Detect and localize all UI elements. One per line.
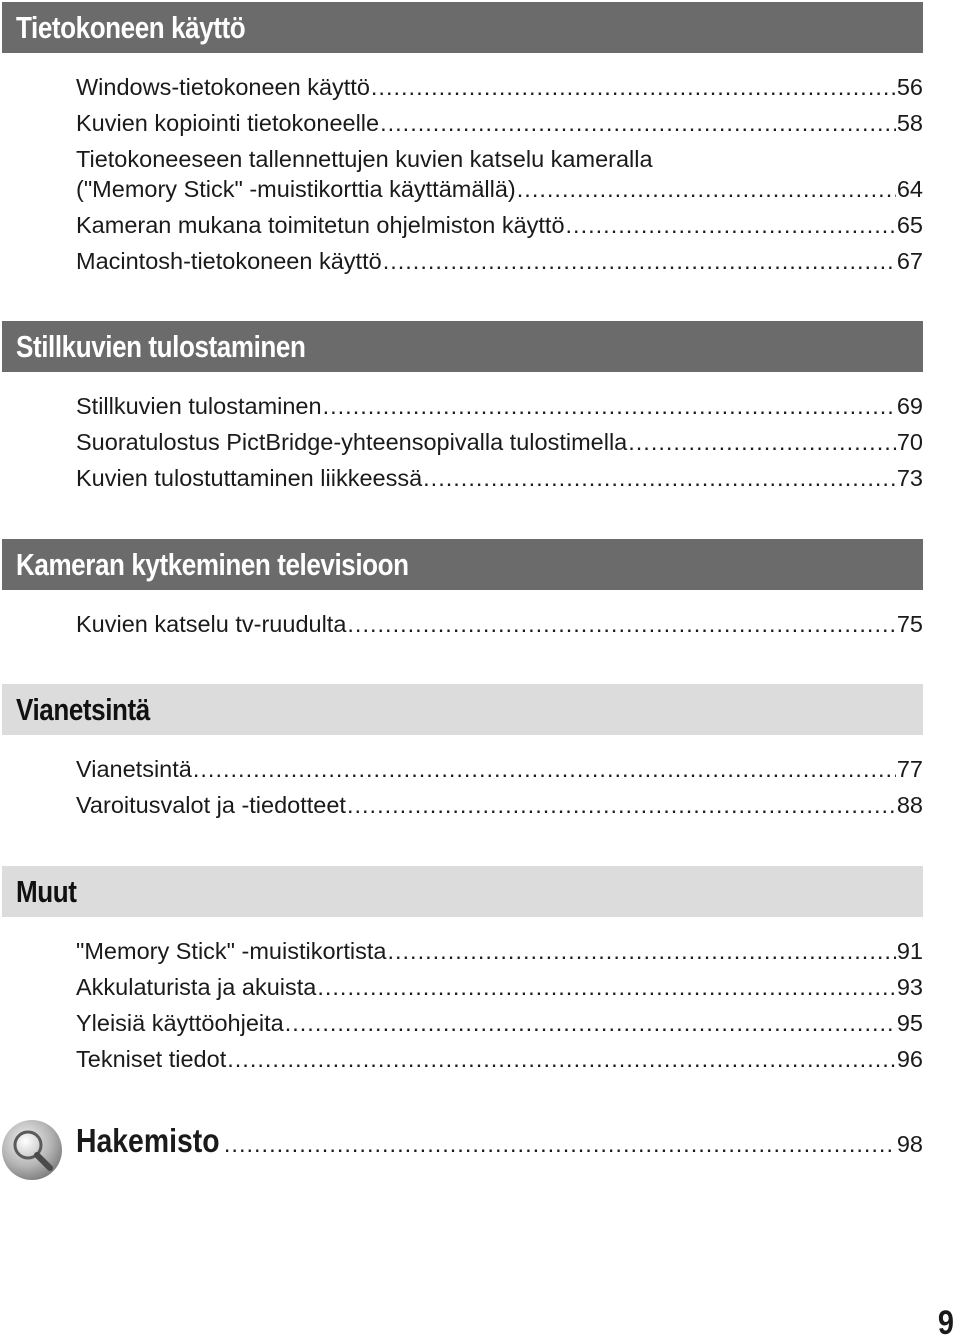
leader-dots xyxy=(383,244,896,278)
index-title: Hakemisto xyxy=(76,1122,220,1159)
toc-entry-page: 65 xyxy=(896,212,923,238)
index-entry[interactable] xyxy=(76,1122,923,1168)
toc-entry-title: Windows-tietokoneen käyttö xyxy=(76,74,370,100)
toc-entry-page: 64 xyxy=(896,176,923,202)
toc-entry-page: 69 xyxy=(896,393,923,419)
leader-dots xyxy=(517,172,896,206)
leader-dots xyxy=(628,425,896,459)
section-title: Kameran kytkeminen televisioon xyxy=(16,546,409,582)
toc-entry[interactable] xyxy=(76,607,923,641)
section-title: Stillkuvien tulostaminen xyxy=(16,328,306,364)
toc-entry-page: 75 xyxy=(896,611,923,637)
toc-entry-title: Suoratulostus PictBridge-yhteensopivalla tulostimella xyxy=(76,429,628,455)
leader-dots xyxy=(317,970,896,1004)
toc-entry[interactable] xyxy=(76,970,923,1004)
section-header-muut xyxy=(2,866,923,917)
leader-dots xyxy=(566,208,896,242)
toc-entry[interactable] xyxy=(76,425,923,459)
toc-entry-page: 56 xyxy=(896,74,923,100)
section-title: Vianetsintä xyxy=(16,691,150,727)
toc-entry-title: Tekniset tiedot xyxy=(76,1046,227,1072)
page-number: 9 xyxy=(937,1304,954,1342)
toc-entry-title: Kuvien tulostuttaminen liikkeessä xyxy=(76,465,423,491)
toc-entry[interactable] xyxy=(76,208,923,242)
toc-entry[interactable] xyxy=(76,752,923,786)
toc-entry[interactable] xyxy=(76,788,923,822)
toc-entry[interactable] xyxy=(76,106,923,140)
toc-entry-page: 58 xyxy=(896,110,923,136)
toc-entry-page: 67 xyxy=(896,248,923,274)
toc-entry-title: Vianetsintä xyxy=(76,756,192,782)
toc-entry-title: Varoitusvalot ja -tiedotteet xyxy=(76,792,346,818)
toc-entry-title: Kuvien katselu tv-ruudulta xyxy=(76,611,347,637)
toc-entry[interactable] xyxy=(76,70,923,104)
toc-entry-title: Stillkuvien tulostaminen xyxy=(76,393,322,419)
toc-entry-page: 88 xyxy=(896,792,923,818)
leader-dots xyxy=(227,1042,896,1076)
toc-entry-page: 73 xyxy=(896,465,923,491)
leader-dots xyxy=(224,1131,896,1158)
leader-dots xyxy=(193,752,896,786)
toc-entry-title: ("Memory Stick" -muistikorttia käyttämällä) xyxy=(76,176,516,202)
leader-dots xyxy=(380,106,896,140)
magnifier-icon xyxy=(0,1118,64,1182)
toc-entry-title: Akkulaturista ja akuista xyxy=(76,974,317,1000)
toc-entry[interactable] xyxy=(76,461,923,495)
leader-dots xyxy=(285,1006,896,1040)
leader-dots xyxy=(323,389,896,423)
toc-entry[interactable] xyxy=(76,172,923,206)
toc-entry-title: "Memory Stick" -muistikortista xyxy=(76,938,387,964)
toc-entry-page: 91 xyxy=(896,938,923,964)
toc-entry[interactable] xyxy=(76,1042,923,1076)
section-header-tietokoneen-kaytto xyxy=(2,2,923,53)
toc-entry-title: Yleisiä käyttöohjeita xyxy=(76,1010,284,1036)
toc-entry-page: 95 xyxy=(896,1010,923,1036)
toc-entry-page: 93 xyxy=(896,974,923,1000)
section-header-stillkuvien-tulostaminen xyxy=(2,321,923,372)
leader-dots xyxy=(371,70,896,104)
section-header-kameran-kytkeminen xyxy=(2,539,923,590)
toc-entry[interactable] xyxy=(76,244,923,278)
section-header-vianetsinta xyxy=(2,684,923,735)
toc-entry-first-line[interactable]: Tietokoneeseen tallennettujen kuvien katselu kameralla xyxy=(76,146,653,172)
toc-entry[interactable] xyxy=(76,389,923,423)
leader-dots xyxy=(347,607,895,641)
toc-entry-title: Kameran mukana toimitetun ohjelmiston käyttö xyxy=(76,212,565,238)
section-title: Tietokoneen käyttö xyxy=(16,9,246,45)
toc-entry-title: Macintosh-tietokoneen käyttö xyxy=(76,248,382,274)
toc-entry-page: 70 xyxy=(896,429,923,455)
section-title: Muut xyxy=(16,873,77,909)
leader-dots xyxy=(347,788,896,822)
toc-entry[interactable] xyxy=(76,934,923,968)
toc-entry-page: 96 xyxy=(896,1046,923,1072)
toc-entry-title: Kuvien kopiointi tietokoneelle xyxy=(76,110,380,136)
leader-dots xyxy=(423,461,896,495)
toc-entry-page: 77 xyxy=(896,756,923,782)
leader-dots xyxy=(387,934,895,968)
toc-entry[interactable] xyxy=(76,1006,923,1040)
index-page: 98 xyxy=(896,1131,923,1157)
